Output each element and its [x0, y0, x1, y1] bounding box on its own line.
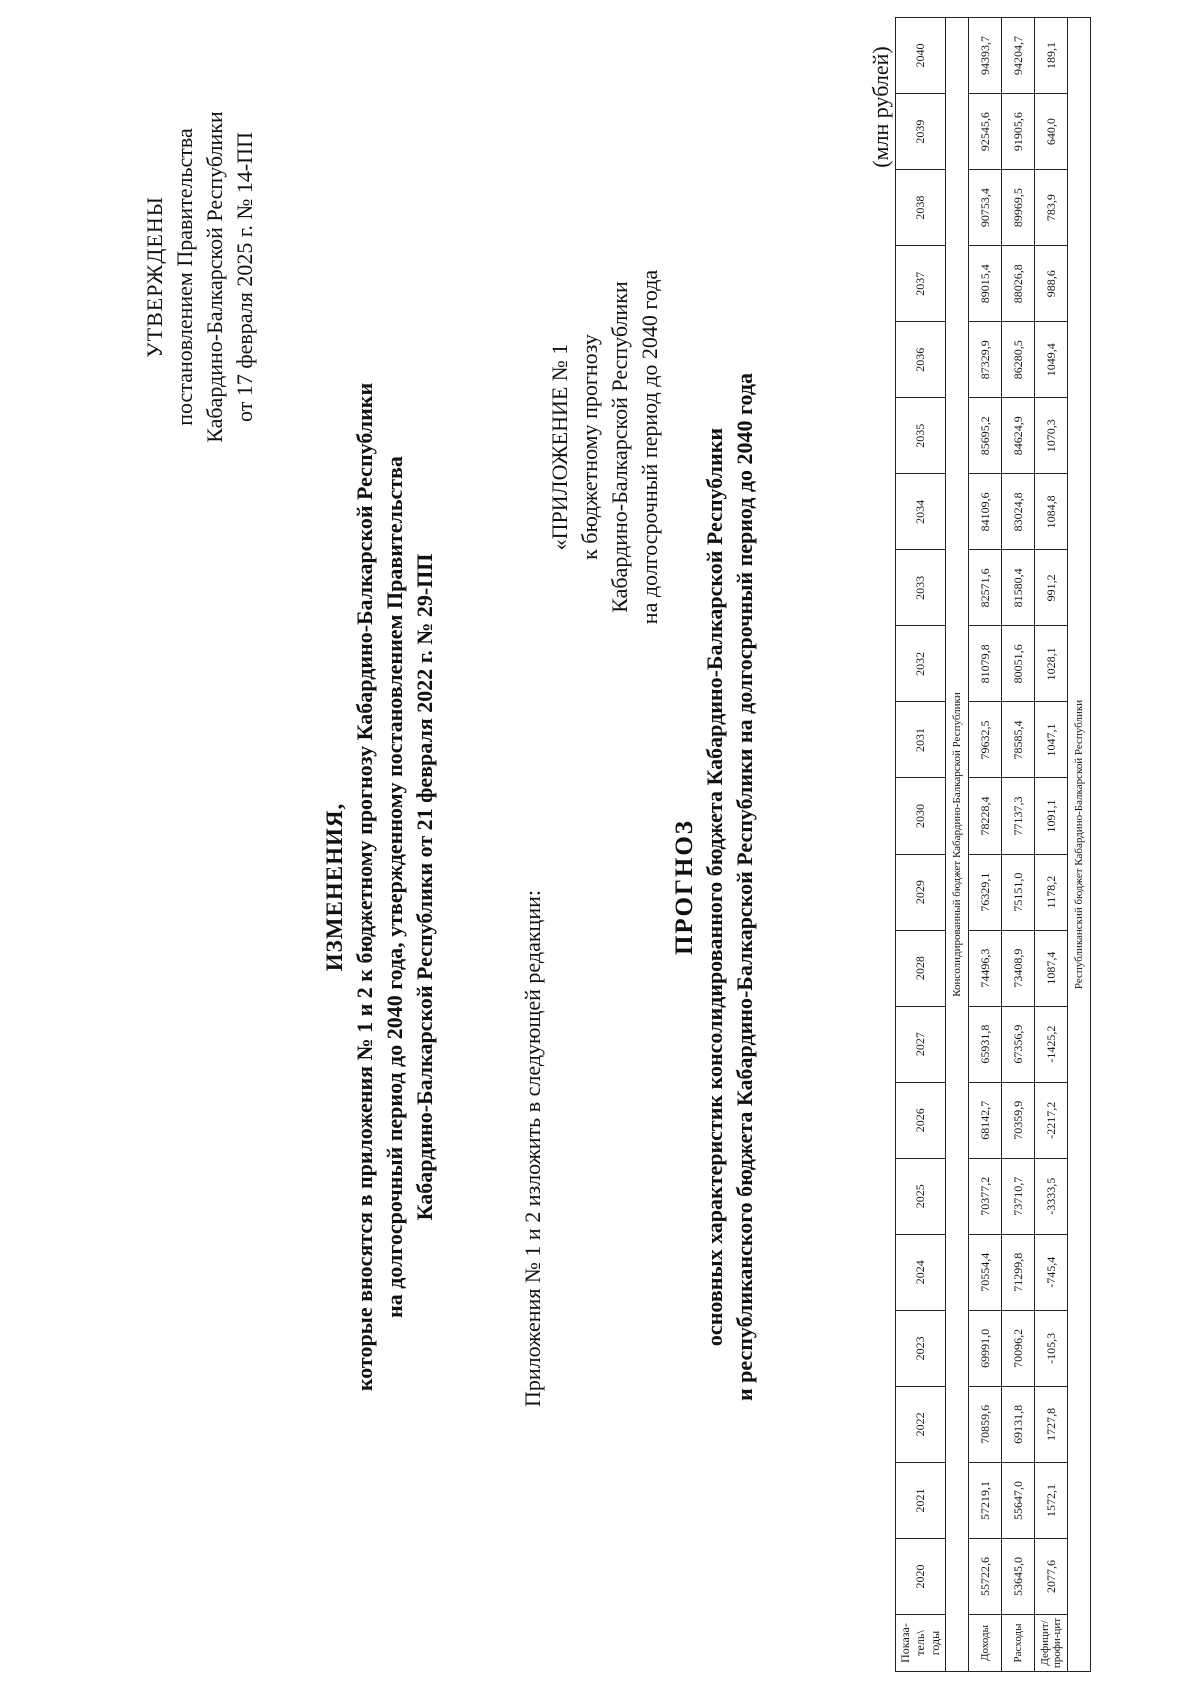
- table-cell: 189,1: [1035, 18, 1068, 94]
- appendix-line: на долгосрочный период до 2040 года: [637, 269, 662, 625]
- table-cell: 91905,6: [1002, 94, 1035, 170]
- redaction-text: Приложения № 1 и 2 изложить в следующей редакции:: [520, 890, 545, 1407]
- table-cell: 89969,5: [1002, 170, 1035, 246]
- year-header: 2036: [896, 322, 946, 398]
- section-row: [946, 18, 969, 1672]
- row-label: Дефицит/ профи-цит: [1035, 1615, 1068, 1672]
- appendix-line: Кабардино-Балкарской Республики: [607, 281, 632, 613]
- table-cell: 82571,6: [969, 550, 1002, 626]
- changes-title: ИЗМЕНЕНИЯ,: [322, 802, 347, 972]
- year-header: 2037: [896, 246, 946, 322]
- table-row: [1002, 18, 1035, 1672]
- table-cell: 1727,8: [1035, 1386, 1068, 1462]
- year-header: 2029: [896, 854, 946, 930]
- table-cell: 85695,2: [969, 398, 1002, 474]
- appendix-line: «ПРИЛОЖЕНИЕ № 1: [547, 343, 572, 551]
- approval-line: Кабардино-Балкарской Республики: [202, 111, 227, 443]
- table-cell: 988,6: [1035, 246, 1068, 322]
- changes-line: Кабардино-Балкарской Республики от 21 февраля 2022 г. № 29-ПП: [412, 553, 437, 1221]
- approval-line: от 17 февраля 2025 г. № 14-ПП: [232, 132, 257, 422]
- year-header: 2020: [896, 1538, 946, 1614]
- table-cell: 1070,3: [1035, 398, 1068, 474]
- table-cell: 783,9: [1035, 170, 1068, 246]
- row-label: Доходы: [969, 1615, 1002, 1672]
- year-header: 2033: [896, 550, 946, 626]
- table-cell: 88026,8: [1002, 246, 1035, 322]
- table-cell: 73408,9: [1002, 930, 1035, 1006]
- row-label: Расходы: [1002, 1615, 1035, 1672]
- changes-line: которые вносятся в приложения № 1 и 2 к бюджетному прогнозу Кабардино-Балкарской Республики: [352, 382, 377, 1392]
- table-cell: 78585,4: [1002, 702, 1035, 778]
- year-header: 2035: [896, 398, 946, 474]
- table-cell: 53645,0: [1002, 1538, 1035, 1614]
- table-cell: 2077,6: [1035, 1538, 1068, 1614]
- table-row: [969, 18, 1002, 1672]
- year-header: 2024: [896, 1234, 946, 1310]
- table-cell: 70859,6: [969, 1386, 1002, 1462]
- table-cell: 79632,5: [969, 702, 1002, 778]
- table-cell: 1087,4: [1035, 930, 1068, 1006]
- table-cell: 68142,7: [969, 1082, 1002, 1158]
- table-cell: 57219,1: [969, 1462, 1002, 1538]
- year-header: 2028: [896, 930, 946, 1006]
- corner-header: Показа-тель\ годы: [896, 1615, 946, 1672]
- approval-line: постановлением Правительства: [172, 128, 197, 426]
- section-row: [1068, 18, 1091, 1672]
- appendix-line: к бюджетному прогнозу: [577, 334, 602, 560]
- forecast-line: и республиканского бюджета Кабардино-Балкарской Республики на долгосрочный период до 2040 года: [732, 373, 757, 1401]
- table-cell: 70359,9: [1002, 1082, 1035, 1158]
- year-header: 2032: [896, 626, 946, 702]
- table-cell: -3333,5: [1035, 1158, 1068, 1234]
- year-header: 2026: [896, 1082, 946, 1158]
- table-cell: 1084,8: [1035, 474, 1068, 550]
- table-cell: 1178,2: [1035, 854, 1068, 930]
- table-cell: 83024,8: [1002, 474, 1035, 550]
- table-cell: 81580,4: [1002, 550, 1035, 626]
- table-cell: 84109,6: [969, 474, 1002, 550]
- table-cell: 86280,5: [1002, 322, 1035, 398]
- year-header: 2039: [896, 94, 946, 170]
- year-header: 2025: [896, 1158, 946, 1234]
- year-header: 2021: [896, 1462, 946, 1538]
- table-cell: 76329,1: [969, 854, 1002, 930]
- table-cell: 89015,4: [969, 246, 1002, 322]
- year-header: 2031: [896, 702, 946, 778]
- year-header: 2040: [896, 18, 946, 94]
- table-cell: -745,4: [1035, 1234, 1068, 1310]
- table-cell: 90753,4: [969, 170, 1002, 246]
- table-cell: 75151,0: [1002, 854, 1035, 930]
- year-header: 2022: [896, 1386, 946, 1462]
- table-cell: 991,2: [1035, 550, 1068, 626]
- forecast-title: ПРОГНОЗ: [671, 819, 698, 956]
- table-cell: 81079,8: [969, 626, 1002, 702]
- table-cell: 70377,2: [969, 1158, 1002, 1234]
- table-cell: 70554,4: [969, 1234, 1002, 1310]
- table-cell: 1047,1: [1035, 702, 1068, 778]
- table-cell: 1091,1: [1035, 778, 1068, 854]
- table-cell: 94393,7: [969, 18, 1002, 94]
- table-cell: 55647,0: [1002, 1462, 1035, 1538]
- table-cell: 1572,1: [1035, 1462, 1068, 1538]
- section-title: Республиканский бюджет Кабардино-Балкарской Республики: [1068, 18, 1091, 1672]
- table-cell: -105,3: [1035, 1310, 1068, 1386]
- changes-line: на долгосрочный период до 2040 года, утвержденному постановлением Правительства: [382, 456, 407, 1318]
- table-cell: 67356,9: [1002, 1006, 1035, 1082]
- table-cell: 73710,7: [1002, 1158, 1035, 1234]
- year-header: 2027: [896, 1006, 946, 1082]
- table-cell: 69991,0: [969, 1310, 1002, 1386]
- table-cell: -2217,2: [1035, 1082, 1068, 1158]
- budget-table: [895, 17, 1091, 1672]
- header-row: [896, 18, 946, 1672]
- appendix-heading: [545, 187, 665, 707]
- table-cell: 77137,3: [1002, 778, 1035, 854]
- table-cell: 87329,9: [969, 322, 1002, 398]
- approval-stamp: [140, 87, 260, 467]
- forecast-line: основных характеристик консолидированного бюджета Кабардино-Балкарской Республики: [702, 427, 727, 1347]
- table-cell: 94204,7: [1002, 18, 1035, 94]
- table-cell: 84624,9: [1002, 398, 1035, 474]
- table-cell: 65931,8: [969, 1006, 1002, 1082]
- table-cell: 69131,8: [1002, 1386, 1035, 1462]
- table-cell: 80051,6: [1002, 626, 1035, 702]
- table-cell: 78228,4: [969, 778, 1002, 854]
- table-cell: 1049,4: [1035, 322, 1068, 398]
- table-cell: 92545,6: [969, 94, 1002, 170]
- table-row: [1035, 18, 1068, 1672]
- table-cell: 55722,6: [969, 1538, 1002, 1614]
- year-header: 2038: [896, 170, 946, 246]
- unit-label: (млн рублей): [868, 46, 893, 168]
- approval-title: УТВЕРЖДЕНЫ: [142, 196, 167, 358]
- table-cell: 640,0: [1035, 94, 1068, 170]
- section-title: Консолидированный бюджет Кабардино-Балкарской Республики: [946, 18, 969, 1672]
- table-cell: 71299,8: [1002, 1234, 1035, 1310]
- table-cell: 74496,3: [969, 930, 1002, 1006]
- year-header: 2034: [896, 474, 946, 550]
- changes-heading: [320, 227, 440, 1547]
- year-header: 2030: [896, 778, 946, 854]
- forecast-heading: [670, 227, 760, 1547]
- table-cell: 1028,1: [1035, 626, 1068, 702]
- year-header: 2023: [896, 1310, 946, 1386]
- table-cell: -1425,2: [1035, 1006, 1068, 1082]
- table-cell: 70096,2: [1002, 1310, 1035, 1386]
